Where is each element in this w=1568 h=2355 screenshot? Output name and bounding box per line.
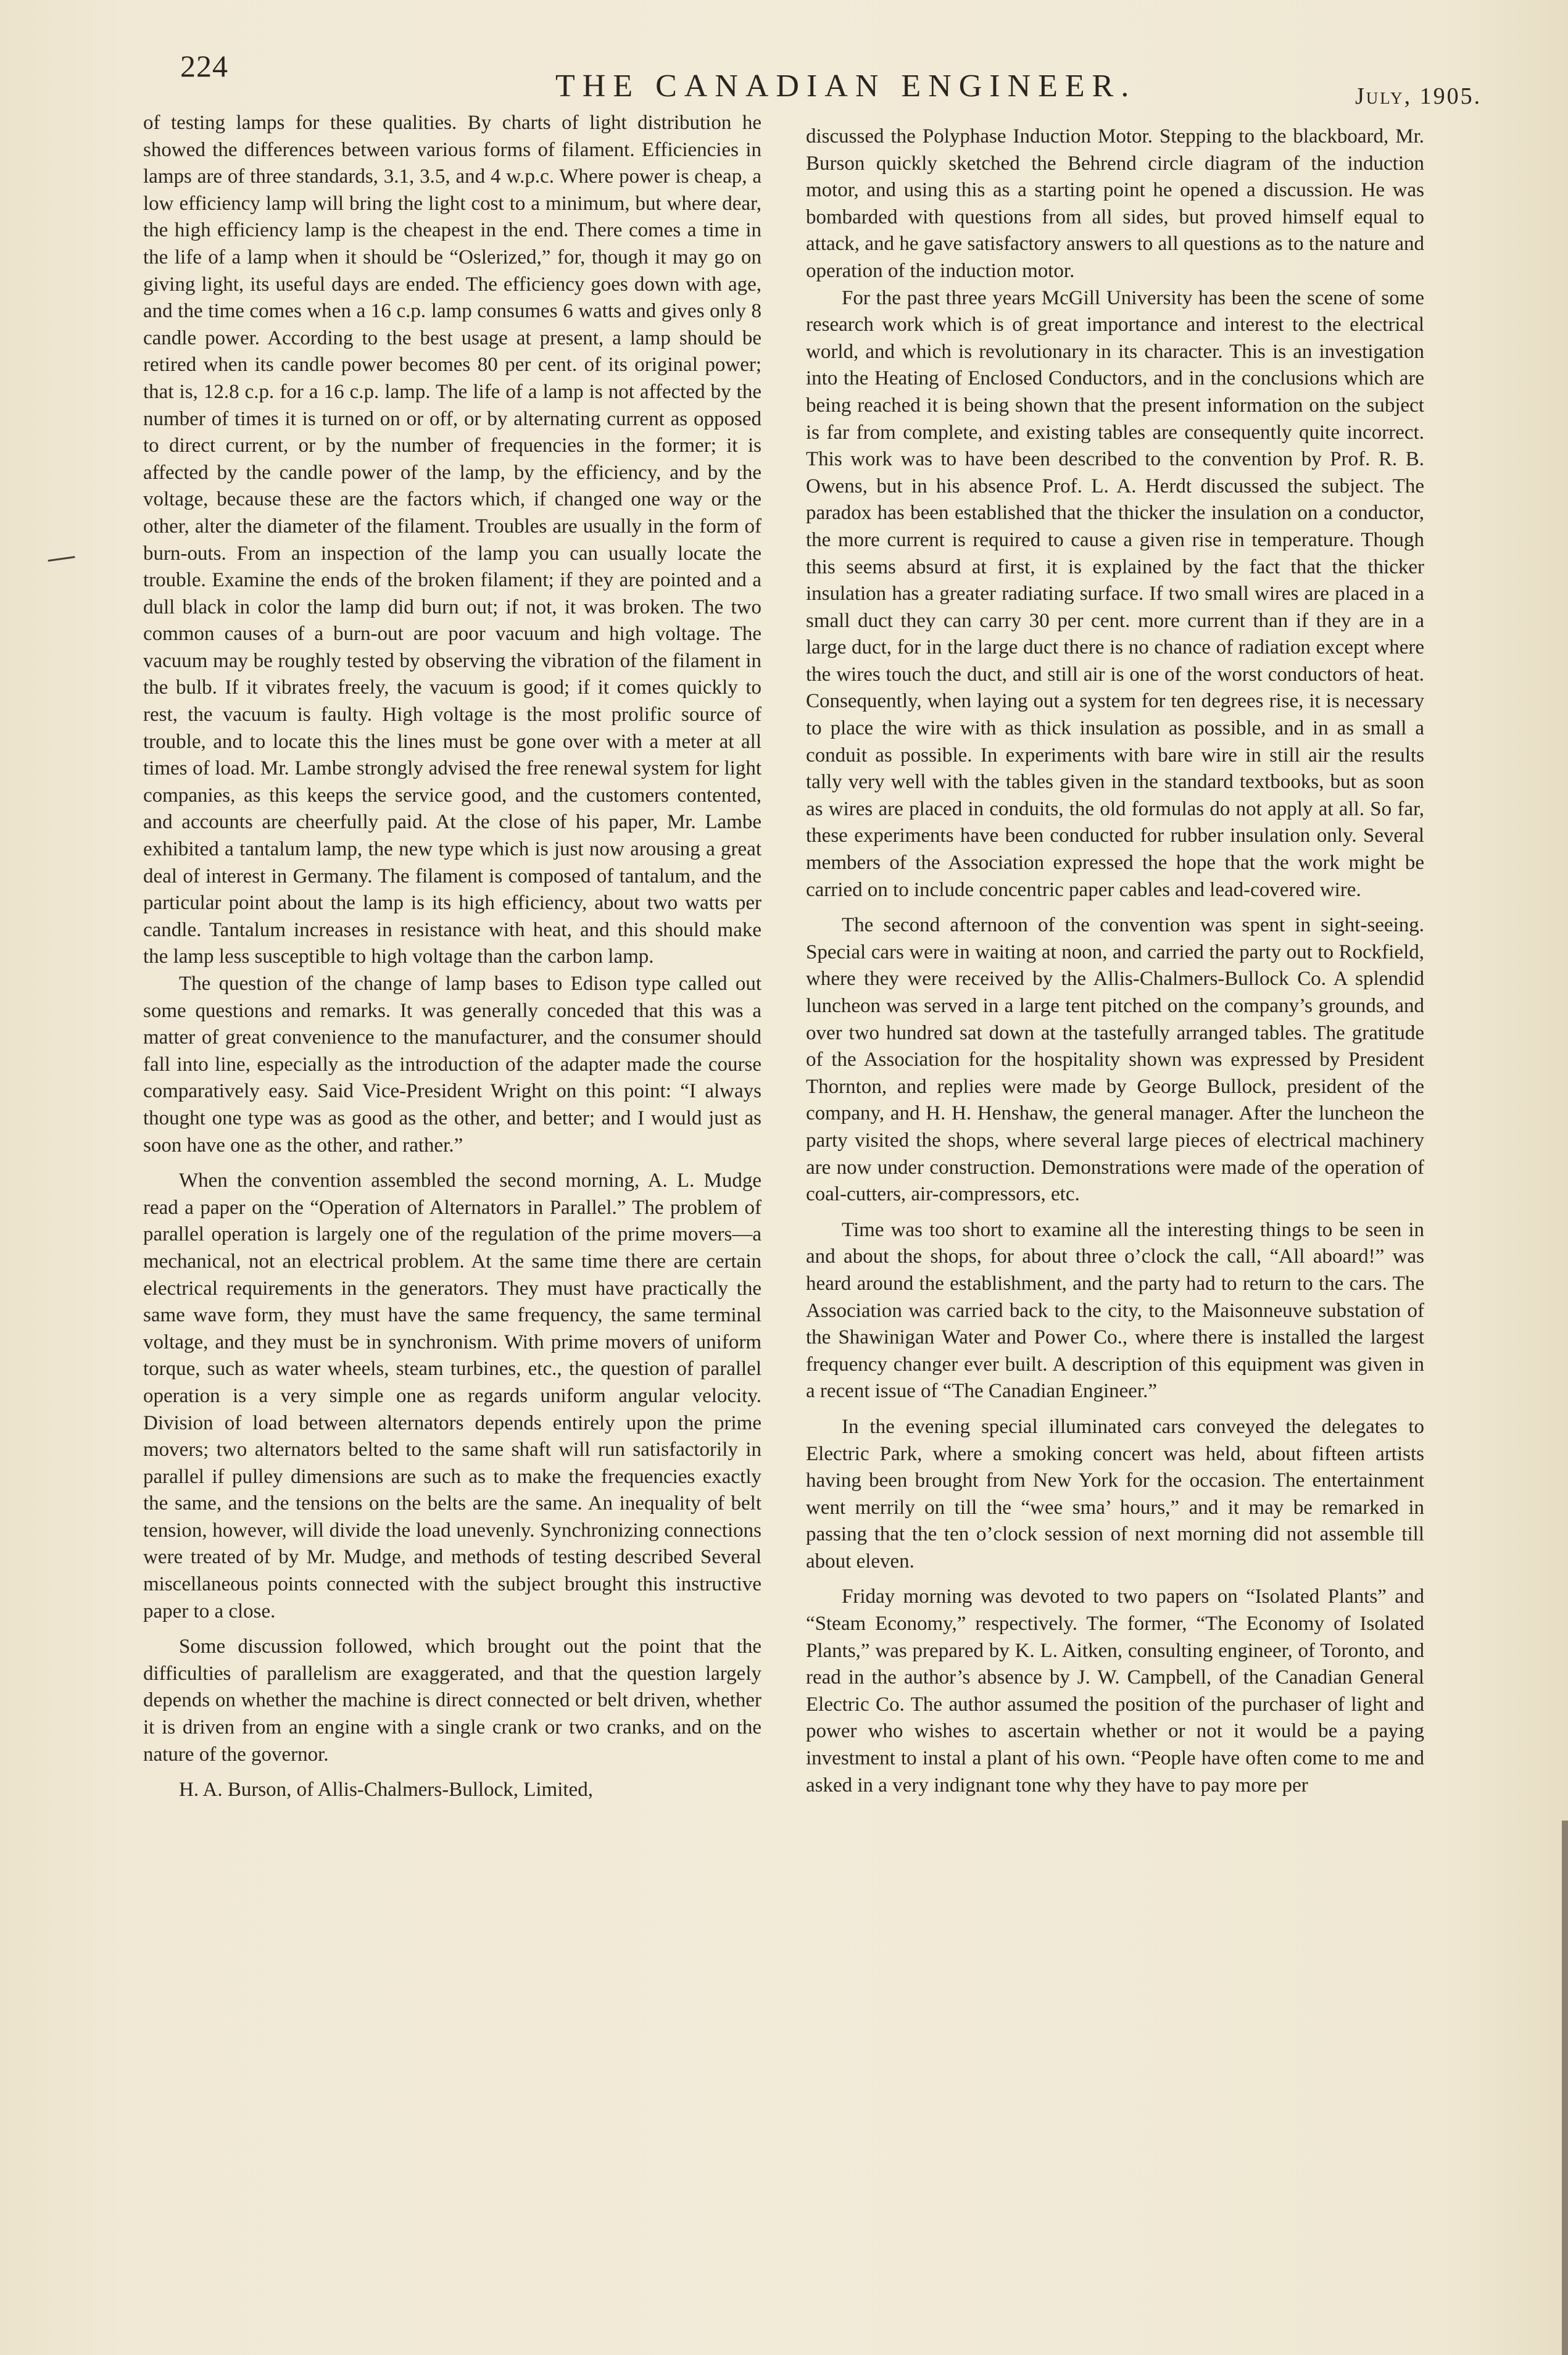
paragraph: of testing lamps for these qualities. By charts of light distribution he showed the differences between various forms of filament. Efficiencies in lamps are of three standards, 3.1, 3.5, and 4 w.p.c. Where power is cheap, a low efficiency lamp will bring the light cost to a minimum, but where dear, the high efficiency lamp is the cheapest in the end. There comes a time in the life of a lamp when it should be “Oslerized,” for, though it may go on giving light, its useful days are ended. The efficiency goes down with age, and the time comes when a 16 c.p. lamp consumes 6 watts and gives only 8 candle power. According to the best usage at present, a lamp should be retired when its candle power becomes 80 per cent. of its original power; that is, 12.8 c.p. for a 16 c.p. lamp. The life of a lamp is not affected by the number of times it is turned on or off, or by alternating current as opposed to direct current, or by the number of frequencies in the former; it is affected by the candle power of the lamp, by the efficiency, and by the voltage, because these are the factors which, if changed one way or the other, alter the diameter of the filament. Troubles are usually in the form of burn-outs. From an inspection of the lamp you can usually locate the trouble. Examine the ends of the broken filament; if they are pointed and a dull black in color the lamp did burn out; if not, it was broken. The two common causes of a burn-out are poor vacuum and high voltage. The vacuum may be roughly tested by observing the vibration of the filament in the bulb. If it vibrates freely, the vacuum is good; if it comes quickly to rest, the vacuum is faulty. High voltage is the most prolific source of trouble, and to locate this the lines must be gone over with a meter at all times of load. Mr. Lambe strongly advised the free renewal system for light companies, as this keeps the service good, and the customers contented, and accounts are cheerfully paid. At the close of his paper, Mr. Lambe exhibited a tantalum lamp, the new type which is just now arousing a great deal of interest in Germany. The filament is composed of tantalum, and the particular point about the lamp is its high efficiency, about two watts per candle. Tantalum increases in resistance with heat, and this should make the lamp less susceptible to high voltage than the carbon lamp. (143, 112, 761, 968)
paragraph: In the evening special illuminated cars conveyed the delegates to Electric Park, where a smoking concert was held, about fifteen artists having been brought from New York for the occasion. The entertainment went merrily on till the “wee sma’ hours,” and it may be remarked in passing that the ten o’clock session of next morning did not assemble till about eleven. (806, 1415, 1424, 1572)
page-header (0, 0, 1568, 117)
paragraph: The question of the change of lamp bases to Edison type called out some questions and remarks. It was generally conceded that this was a matter of great convenience to the manufacturer, and the consumer should fall into line, especially as the introduction of the adapter made the course comparatively easy. Said Vice-President Wright on this point: “I always thought one type was as good as the other, and better; and I would just as soon have one as the other, and rather.” (143, 973, 761, 1157)
journal-title: THE CANADIAN ENGINEER. (555, 69, 1137, 104)
paragraph: The second afternoon of the convention was spent in sight-seeing. Special cars were in waiting at noon, and carried the party out to Rockfield, where they were received by the Allis-Chalmers-Bullock Co. A splendid luncheon was served in a large tent pitched on the company’s grounds, and over two hundred sat down at the tastefully arranged tables. The gratitude of the Association for the hospitality shown was expressed by President Thornton, and replies were made by George Bullock, president of the company, and H. H. Henshaw, the general manager. After the luncheon the party visited the shops, where several large pieces of electrical machinery are now under construction. Demonstrations were made of the operation of coal-cutters, air-compressors, etc. (806, 914, 1424, 1206)
right-column (806, 123, 1424, 1799)
margin-pencil-mark (48, 556, 76, 565)
paragraph: Friday morning was devoted to two papers on “Isolated Plants” and “Steam Economy,” respectively. The former, “The Economy of Isolated Plants,” was prepared by K. L. Aitken, consulting engineer, of Toronto, and read in the author’s absence by J. W. Campbell, of the Canadian General Electric Co. The author assumed the position of the purchaser of light and power who wishes to ascertain whether or not it would be a paying investment to instal a plant of his own. “People have often come to me and asked in a very indignant tone why they have to pay more per (806, 1585, 1424, 1796)
page-number: 224 (180, 49, 228, 83)
paragraph: When the convention assembled the second morning, A. L. Mudge read a paper on the “Operation of Alternators in Parallel.” The problem of parallel operation is largely one of the regulation of the prime movers—a mechanical, not an electrical problem. At the same time there are certain electrical requirements in the generators. They must have practically the same wave form, they must have the same frequency, the same terminal voltage, and they must be in synchronism. With prime movers of uniform torque, such as water wheels, steam turbines, etc., the question of parallel operation is a very simple one as regards uniform angular velocity. Division of load between alternators depends entirely upon the prime movers; two alternators belted to the same shaft will run satisfactorily in parallel if pulley dimensions are such as to make the frequencies exactly the same, and the tensions on the belts are the same. An inequality of belt tension, however, will divide the load unevenly. Synchronizing connections were treated of by Mr. Mudge, and methods of testing described Several miscellaneous points connected with the subject brought this instructive paper to a close. (143, 1169, 761, 1622)
page-edge-shadow (1562, 1821, 1568, 2355)
paragraph: Some discussion followed, which brought out the point that the difficulties of parallelism are exaggerated, and that the question largely depends on whether the machine is direct connected or belt driven, whether it is driven from an engine with a single crank or two cranks, and on the nature of the governor. (143, 1635, 761, 1766)
paragraph: H. A. Burson, of Allis-Chalmers-Bullock, Limited, (179, 1779, 593, 1801)
issue-date: July, 1905. (1355, 83, 1482, 109)
paragraph: For the past three years McGill University has been the scene of some research work which is of great importance and interest to the electrical world, and which is revolutionary in its character. This is an investigation into the Heating of Enclosed Conductors, and in the conclusions which are being reached it is being shown that the present information on the subject is far from complete, and existing tables are consequently quite incorrect. This work was to have been described to the convention by Prof. R. B. Owens, but in his absence Prof. L. A. Herdt discussed the subject. The paradox has been established that the thicker the insulation on a conductor, the more current is required to cause a given rise in temperature. Though this seems absurd at first, it is explained by the fact that the thicker insulation has a greater radiating surface. If two small wires are placed in a small duct they can carry 30 per cent. more current than if they are in a large duct, for in the large duct there is no chance of radiation except where the wires touch the duct, and still air is one of the worst conductors of heat. Consequently, when laying out a system for ten degrees rise, it is necessary to place the wire with as thick insulation as possible, and in as small a conduit as possible. In experiments with bare wire in still air the results tally very well with the tables given in the standard textbooks, but as soon as wires are placed in conduits, the old formulas do not apply at all. So far, these experiments have been conducted for rubber insulation only. Several members of the Association expressed the hope that the work might be carried on to include concentric paper cables and lead-covered wire. (806, 286, 1424, 901)
left-column (143, 110, 761, 1804)
paragraph: discussed the Polyphase Induction Motor. Stepping to the blackboard, Mr. Burson quickly sketched the Behrend circle diagram of the induction motor, and using this as a starting point he opened a discussion. He was bombarded with questions from all sides, but proved himself equal to attack, and he gave satisfactory answers to all questions as to the nature and operation of the induction motor. (806, 125, 1424, 282)
paragraph: Time was too short to examine all the interesting things to be seen in and about the shops, for about three o’clock the call, “All aboard!” was heard around the establishment, and the party had to return to the cars. The Association was carried back to the city, to the Maisonneuve substation of the Shawinigan Water and Power Co., where there is installed the largest frequency changer ever built. A description of this equipment was given in a recent issue of “The Canadian Engineer.” (806, 1218, 1424, 1403)
